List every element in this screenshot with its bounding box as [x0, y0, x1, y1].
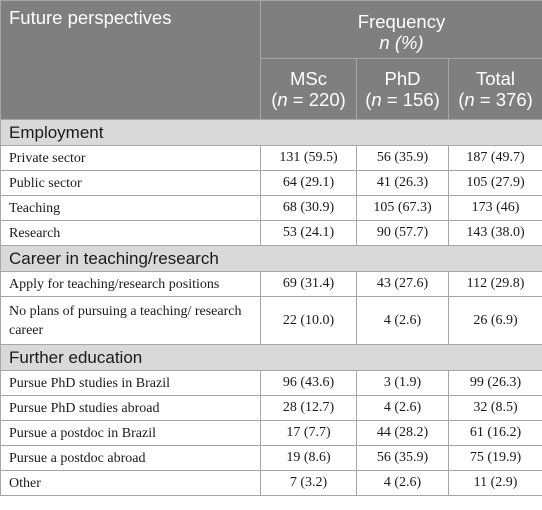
- row-label: No plans of pursuing a teaching/ research career: [1, 297, 261, 345]
- table-row: [1, 396, 542, 421]
- header-frequency: [261, 1, 542, 59]
- row-label: Private sector: [1, 146, 261, 171]
- cell-phd: 4 (2.6): [357, 471, 449, 496]
- cell-total: 61 (16.2): [449, 421, 542, 446]
- cell-total: 32 (8.5): [449, 396, 542, 421]
- cell-msc: 53 (24.1): [261, 221, 357, 246]
- section-employment: Employment: [1, 120, 542, 146]
- header-future-perspectives: Future perspectives: [1, 1, 261, 120]
- cell-phd: 43 (27.6): [357, 272, 449, 297]
- cell-msc: 22 (10.0): [261, 297, 357, 345]
- cell-msc: 7 (3.2): [261, 471, 357, 496]
- section-career: Career in teaching/research: [1, 246, 542, 272]
- row-label: Pursue a postdoc in Brazil: [1, 421, 261, 446]
- table-row: [1, 471, 542, 496]
- cell-phd: 105 (67.3): [357, 196, 449, 221]
- cell-msc: 28 (12.7): [261, 396, 357, 421]
- cell-msc: 96 (43.6): [261, 371, 357, 396]
- cell-total: 143 (38.0): [449, 221, 542, 246]
- row-label: Pursue a postdoc abroad: [1, 446, 261, 471]
- table-row: [1, 421, 542, 446]
- row-label: Teaching: [1, 196, 261, 221]
- cell-phd: 41 (26.3): [357, 171, 449, 196]
- cell-total: 26 (6.9): [449, 297, 542, 345]
- cell-msc: 68 (30.9): [261, 196, 357, 221]
- cell-msc: 64 (29.1): [261, 171, 357, 196]
- table-row: [1, 272, 542, 297]
- table-row: [1, 146, 542, 171]
- table-row: [1, 371, 542, 396]
- row-label: Public sector: [1, 171, 261, 196]
- cell-phd: 56 (35.9): [357, 446, 449, 471]
- cell-phd: 4 (2.6): [357, 297, 449, 345]
- cell-phd: 4 (2.6): [357, 396, 449, 421]
- row-label: Apply for teaching/research positions: [1, 272, 261, 297]
- cell-total: 112 (29.8): [449, 272, 542, 297]
- cell-msc: 69 (31.4): [261, 272, 357, 297]
- cell-total: 105 (27.9): [449, 171, 542, 196]
- header-col-phd: PhD (n = 156): [357, 59, 449, 120]
- table-row: [1, 171, 542, 196]
- table-row: [1, 297, 542, 345]
- cell-phd: 56 (35.9): [357, 146, 449, 171]
- table-row: [1, 196, 542, 221]
- cell-phd: 44 (28.2): [357, 421, 449, 446]
- cell-msc: 17 (7.7): [261, 421, 357, 446]
- row-label: Pursue PhD studies in Brazil: [1, 371, 261, 396]
- table-row: [1, 221, 542, 246]
- cell-msc: 19 (8.6): [261, 446, 357, 471]
- header-col-msc: MSc (n = 220): [261, 59, 357, 120]
- cell-msc: 131 (59.5): [261, 146, 357, 171]
- cell-total: 75 (19.9): [449, 446, 542, 471]
- header-frequency-title: Frequency: [357, 10, 446, 32]
- cell-phd: 90 (57.7): [357, 221, 449, 246]
- row-label: Research: [1, 221, 261, 246]
- cell-total: 173 (46): [449, 196, 542, 221]
- cell-phd: 3 (1.9): [357, 371, 449, 396]
- cell-total: 11 (2.9): [449, 471, 542, 496]
- cell-total: 187 (49.7): [449, 146, 542, 171]
- header-col-total: Total (n = 376): [449, 59, 542, 120]
- cell-total: 99 (26.3): [449, 371, 542, 396]
- row-label: Pursue PhD studies abroad: [1, 396, 261, 421]
- row-label: Other: [1, 471, 261, 496]
- table-row: [1, 446, 542, 471]
- section-further-education: Further education: [1, 345, 542, 371]
- header-frequency-unit: n (%): [379, 31, 424, 53]
